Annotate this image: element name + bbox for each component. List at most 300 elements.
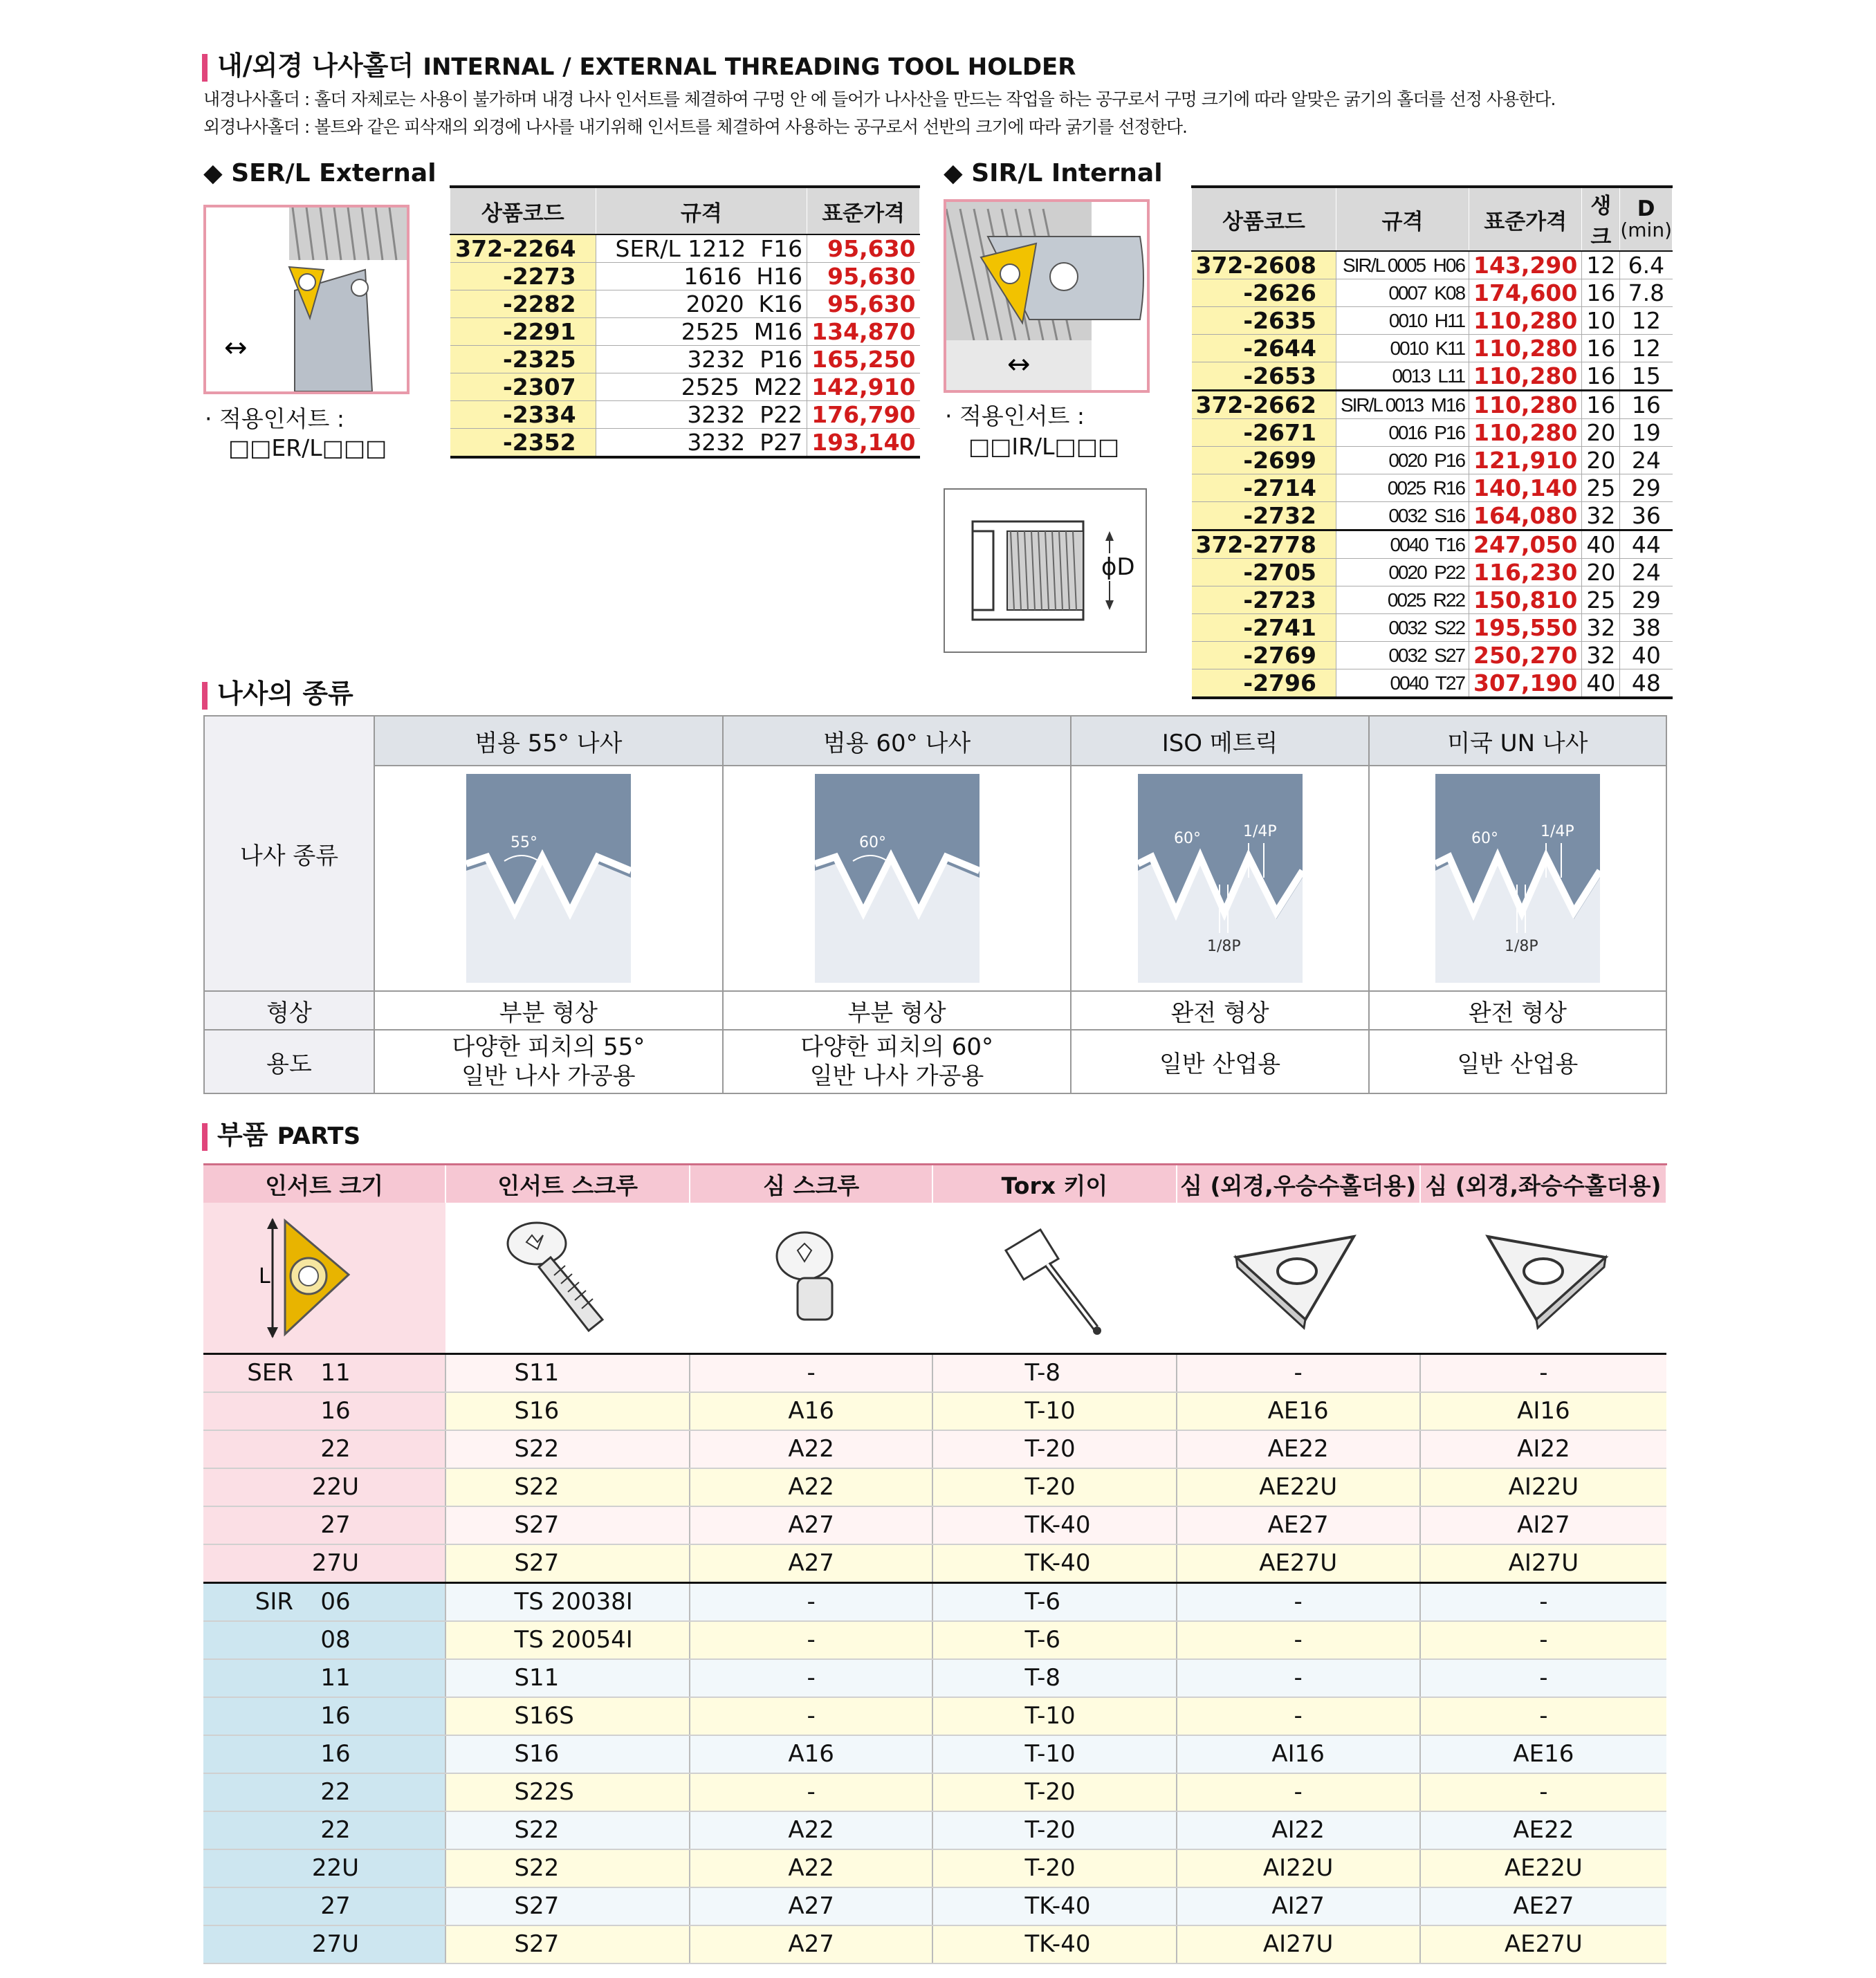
- shank: 16: [1582, 391, 1620, 419]
- parts-row: [203, 1849, 1666, 1887]
- thread-iso-image: [1071, 766, 1368, 991]
- shim-left: AI22: [1420, 1430, 1666, 1468]
- insert-screw: S22: [445, 1468, 689, 1506]
- shank: 25: [1582, 474, 1620, 502]
- product-code: -2796: [1192, 669, 1336, 699]
- d-min: 29: [1620, 586, 1673, 614]
- col-code: 상품코드: [1192, 187, 1336, 251]
- product-code: -2741: [1192, 614, 1336, 642]
- product-code: -2769: [1192, 642, 1336, 669]
- insert-size: [203, 1735, 445, 1773]
- col-insert-size: 인서트 크기: [203, 1165, 445, 1203]
- col-shim-screw: 심 스크루: [690, 1165, 933, 1203]
- size: 27: [320, 1511, 351, 1539]
- ser-price-table: [450, 185, 920, 459]
- shim-screw: A16: [690, 1735, 933, 1773]
- parts-row: [203, 1925, 1666, 1963]
- spec: 0040 T16: [1336, 530, 1469, 559]
- product-code: -2626: [1192, 279, 1336, 307]
- quarter-pitch-iso: 1/4P: [1242, 823, 1277, 840]
- shim-left: -: [1420, 1621, 1666, 1659]
- product-code: -2282: [450, 290, 596, 318]
- sir-row: [1192, 335, 1673, 362]
- shim-left: AE27: [1420, 1887, 1666, 1925]
- quarter-pitch-un: 1/4P: [1540, 823, 1574, 840]
- col-shank: 생크: [1582, 187, 1620, 251]
- shank: 32: [1582, 502, 1620, 530]
- shim-right: AI16: [1177, 1735, 1420, 1773]
- torx-key: TK-40: [932, 1544, 1176, 1583]
- ser-row: [450, 234, 920, 263]
- insert-size: [203, 1811, 445, 1849]
- size: 27U: [311, 1930, 360, 1958]
- shim-screw: A27: [690, 1925, 933, 1963]
- thread-profile-55: [466, 774, 631, 983]
- size: 22U: [311, 1854, 360, 1882]
- price: 174,600: [1469, 279, 1582, 307]
- shim-right: AE22: [1177, 1430, 1420, 1468]
- product-code: -2334: [450, 401, 596, 429]
- shim-left: AE22: [1420, 1811, 1666, 1849]
- ser-row: [450, 346, 920, 373]
- insert-screw: S22: [445, 1849, 689, 1887]
- size: 16: [320, 1702, 351, 1730]
- sir-row: [1192, 362, 1673, 391]
- parts-row: [203, 1659, 1666, 1697]
- parts-row: [203, 1887, 1666, 1925]
- spec: 0010 H11: [1336, 307, 1469, 335]
- angle-60: 60°: [858, 834, 886, 851]
- spec: 2525 M16: [596, 318, 807, 346]
- price: 134,870: [807, 318, 920, 346]
- shim-left: AE22U: [1420, 1849, 1666, 1887]
- insert-size: [203, 1430, 445, 1468]
- spec: 0010 K11: [1336, 335, 1469, 362]
- eighth-pitch-iso: 1/8P: [1206, 938, 1241, 955]
- product-code: -2644: [1192, 335, 1336, 362]
- col-torx-key: Torx 키이: [932, 1165, 1176, 1203]
- spec: 0016 P16: [1336, 419, 1469, 447]
- price: 116,230: [1469, 559, 1582, 586]
- size: 16: [320, 1397, 351, 1425]
- sir-row: [1192, 251, 1673, 279]
- shim-right: AI22: [1177, 1811, 1420, 1849]
- torx-key: T-10: [932, 1735, 1176, 1773]
- shim-right: -: [1177, 1773, 1420, 1811]
- spec: 3232 P22: [596, 401, 807, 429]
- insert-screw: S22S: [445, 1773, 689, 1811]
- torx-key: T-20: [932, 1849, 1176, 1887]
- size: 22: [320, 1816, 351, 1844]
- shank: 40: [1582, 530, 1620, 559]
- shank: 40: [1582, 669, 1620, 699]
- price: 142,910: [807, 373, 920, 401]
- d-min: 48: [1620, 669, 1673, 699]
- shim-left: AI27U: [1420, 1544, 1666, 1583]
- eighth-pitch-un: 1/8P: [1504, 938, 1538, 955]
- col-name-55: 범용 55° 나사: [374, 716, 723, 766]
- insert-size: [203, 1773, 445, 1811]
- size: 11: [320, 1359, 351, 1387]
- shim-screw: A22: [690, 1811, 933, 1849]
- price: 110,280: [1469, 419, 1582, 447]
- d-label: D: [1637, 196, 1655, 221]
- sir-row: [1192, 669, 1673, 699]
- use-55-line2: 일반 나사 가공용: [461, 1062, 636, 1090]
- d-min: 24: [1620, 447, 1673, 474]
- d-min: 19: [1620, 419, 1673, 447]
- parts-row: [203, 1697, 1666, 1735]
- col-shim-left: 심 (외경,좌승수홀더용): [1420, 1165, 1666, 1203]
- product-code: 372-2662: [1192, 391, 1336, 419]
- section-marker: [202, 1123, 208, 1151]
- description-internal: 내경나사홀더 : 홀더 자체로는 사용이 불가하며 내경 나사 인서트를 체결하여 구멍 안 에 들어가 나사산을 만드는 작업을 하는 공구로서 구멍 크기에 따라 알맞은 굵기의 홀더를 선정 사용한다.: [203, 89, 1556, 109]
- sir-row: [1192, 391, 1673, 419]
- sir-insert-code: □□IR/L□□□: [968, 433, 1120, 460]
- sir-holder-image: [944, 199, 1150, 393]
- d-min: 7.8: [1620, 279, 1673, 307]
- torx-key-image-cell: [932, 1203, 1176, 1353]
- size: 11: [320, 1664, 351, 1692]
- shank: 20: [1582, 447, 1620, 474]
- d-min: 6.4: [1620, 251, 1673, 279]
- torx-key: T-10: [932, 1697, 1176, 1735]
- shank: 32: [1582, 614, 1620, 642]
- shim-right: AE22U: [1177, 1468, 1420, 1506]
- col-insert-screw: 인서트 스크루: [445, 1165, 689, 1203]
- sir-row: [1192, 614, 1673, 642]
- holder-type: SER: [247, 1359, 293, 1387]
- product-code: -2723: [1192, 586, 1336, 614]
- ser-row: [450, 290, 920, 318]
- torx-key: T-8: [932, 1353, 1176, 1392]
- shim-right: -: [1177, 1582, 1420, 1621]
- parts-row: [203, 1506, 1666, 1544]
- shim-screw: A22: [690, 1468, 933, 1506]
- torx-key: TK-40: [932, 1506, 1176, 1544]
- ser-row: [450, 429, 920, 458]
- shim-left: -: [1420, 1697, 1666, 1735]
- product-code: -2653: [1192, 362, 1336, 391]
- torx-key: T-20: [932, 1811, 1176, 1849]
- shim-right: -: [1177, 1697, 1420, 1735]
- shim-left: AE27U: [1420, 1925, 1666, 1963]
- shank: 25: [1582, 586, 1620, 614]
- col-spec: 규격: [596, 187, 807, 234]
- price: 110,280: [1469, 391, 1582, 419]
- sir-row: [1192, 307, 1673, 335]
- insert-drawing: [245, 1212, 383, 1344]
- insert-screw: S11: [445, 1659, 689, 1697]
- insert-screw: S16: [445, 1392, 689, 1430]
- torx-key: T-6: [932, 1621, 1176, 1659]
- insert-screw: S11: [445, 1353, 689, 1392]
- spec: 3232 P27: [596, 429, 807, 458]
- product-code: 372-2264: [450, 234, 596, 263]
- price: 143,290: [1469, 251, 1582, 279]
- product-code: -2699: [1192, 447, 1336, 474]
- angle-iso: 60°: [1173, 830, 1201, 847]
- torx-key: T-20: [932, 1430, 1176, 1468]
- product-code: -2291: [450, 318, 596, 346]
- insert-screw: S16S: [445, 1697, 689, 1735]
- insert-size: [203, 1659, 445, 1697]
- insert-size: [203, 1887, 445, 1925]
- price: 193,140: [807, 429, 920, 458]
- insert-screw: S27: [445, 1925, 689, 1963]
- spec: 0020 P22: [1336, 559, 1469, 586]
- parts-row: [203, 1544, 1666, 1583]
- ser-row: [450, 373, 920, 401]
- shape-un: 완전 형상: [1369, 991, 1666, 1030]
- use-55-line1: 다양한 피치의 55°: [452, 1033, 645, 1061]
- spec: 0013 L11: [1336, 362, 1469, 391]
- shim-right-image-cell: [1177, 1203, 1420, 1353]
- label-thread-type: 나사 종류: [204, 716, 374, 991]
- angle-55: 55°: [510, 834, 537, 851]
- col-dmin: [1620, 187, 1673, 251]
- shim-right: -: [1177, 1353, 1420, 1392]
- parts-row: [203, 1735, 1666, 1773]
- sir-row: [1192, 586, 1673, 614]
- insert-screw: S27: [445, 1887, 689, 1925]
- spec: 0025 R22: [1336, 586, 1469, 614]
- ser-insert-label: · 적용인서트 :: [205, 405, 344, 432]
- spec: 1616 H16: [596, 263, 807, 290]
- insert-screw: TS 20054I: [445, 1621, 689, 1659]
- angle-un: 60°: [1471, 830, 1498, 847]
- use-iso: 일반 산업용: [1071, 1030, 1368, 1093]
- product-code: -2307: [450, 373, 596, 401]
- col-price: 표준가격: [807, 187, 920, 234]
- parts-row: [203, 1430, 1666, 1468]
- parts-title-en: PARTS: [277, 1122, 361, 1150]
- ser-holder-image: [203, 205, 410, 394]
- shim-left-image-cell: [1420, 1203, 1666, 1353]
- shape-iso: 완전 형상: [1071, 991, 1368, 1030]
- sir-row: [1192, 559, 1673, 586]
- insert-size: [203, 1506, 445, 1544]
- product-code: 372-2778: [1192, 530, 1336, 559]
- insert-size: [203, 1849, 445, 1887]
- shank: 32: [1582, 642, 1620, 669]
- shim-left: AE16: [1420, 1735, 1666, 1773]
- insert-size: [203, 1925, 445, 1963]
- shank: 16: [1582, 279, 1620, 307]
- spec: 0020 P16: [1336, 447, 1469, 474]
- thread-un-image: [1369, 766, 1666, 991]
- label-shape: 형상: [204, 991, 374, 1030]
- d-min: 12: [1620, 307, 1673, 335]
- insert-screw: S27: [445, 1544, 689, 1583]
- ser-holder-drawing: [206, 207, 407, 391]
- price: 110,280: [1469, 362, 1582, 391]
- shim-screw: -: [690, 1773, 933, 1811]
- shim-screw: A16: [690, 1392, 933, 1430]
- sir-row: [1192, 279, 1673, 307]
- price: 110,280: [1469, 307, 1582, 335]
- torx-key: TK-40: [932, 1887, 1176, 1925]
- sir-row: [1192, 474, 1673, 502]
- torx-key: T-20: [932, 1468, 1176, 1506]
- col-spec: 규격: [1336, 187, 1469, 251]
- svg-text:↔: ↔: [1007, 349, 1031, 380]
- spec: 0007 K08: [1336, 279, 1469, 307]
- use-55: [374, 1030, 723, 1093]
- thread-profile-iso: [1138, 774, 1303, 983]
- bore-diameter-diagram: [944, 488, 1147, 653]
- torx-key: T-10: [932, 1392, 1176, 1430]
- insert-screw-drawing: [499, 1209, 637, 1340]
- col-shim-right: 심 (외경,우승수홀더용): [1177, 1165, 1420, 1203]
- description-external: 외경나사홀더 : 볼트와 같은 피삭재의 외경에 나사를 내기위해 인서트를 체결하여 사용하는 공구로서 선반의 크기에 따라 굵기를 선정한다.: [203, 117, 1187, 137]
- shim-left: AI22U: [1420, 1468, 1666, 1506]
- size: 06: [320, 1588, 351, 1616]
- shim-screw: A27: [690, 1544, 933, 1583]
- title-ko: 내/외경 나사홀더: [217, 50, 414, 81]
- product-code: -2325: [450, 346, 596, 373]
- insert-screw: S22: [445, 1811, 689, 1849]
- d-min: 36: [1620, 502, 1673, 530]
- torx-key: TK-40: [932, 1925, 1176, 1963]
- product-code: -2635: [1192, 307, 1336, 335]
- parts-row: [203, 1353, 1666, 1392]
- shim-left-drawing: [1474, 1216, 1612, 1333]
- parts-title: [202, 1113, 360, 1152]
- ser-title: ◆ SER/L External: [203, 159, 436, 187]
- spec: SER/L 1212 F16: [596, 234, 807, 263]
- shim-right: AI22U: [1177, 1849, 1420, 1887]
- spec: 0032 S27: [1336, 642, 1469, 669]
- d-min: 44: [1620, 530, 1673, 559]
- price: 164,080: [1469, 502, 1582, 530]
- price: 307,190: [1469, 669, 1582, 699]
- torx-key: T-8: [932, 1659, 1176, 1697]
- spec: 3232 P16: [596, 346, 807, 373]
- ser-row: [450, 263, 920, 290]
- price: 150,810: [1469, 586, 1582, 614]
- insert-size: [203, 1621, 445, 1659]
- thread-profile-60: [815, 774, 980, 983]
- size: 27: [320, 1892, 351, 1920]
- price: 247,050: [1469, 530, 1582, 559]
- ser-row: [450, 318, 920, 346]
- d-min: 16: [1620, 391, 1673, 419]
- thread-60-image: [723, 766, 1072, 991]
- shank: 20: [1582, 419, 1620, 447]
- size: 08: [320, 1626, 351, 1654]
- shim-screw: -: [690, 1353, 933, 1392]
- spec: 0040 T27: [1336, 669, 1469, 699]
- col-name-iso: ISO 메트릭: [1071, 716, 1368, 766]
- size: 22: [320, 1435, 351, 1463]
- section-marker: [202, 682, 208, 710]
- d-min: 38: [1620, 614, 1673, 642]
- title-en: INTERNAL / EXTERNAL THREADING TOOL HOLDER: [423, 53, 1076, 81]
- product-code: -2732: [1192, 502, 1336, 530]
- price: 95,630: [807, 234, 920, 263]
- insert-size: [203, 1697, 445, 1735]
- col-name-un: 미국 UN 나사: [1369, 716, 1666, 766]
- sir-row: [1192, 642, 1673, 669]
- shank: 16: [1582, 362, 1620, 391]
- shim-left: -: [1420, 1773, 1666, 1811]
- product-code: -2705: [1192, 559, 1336, 586]
- parts-row: [203, 1392, 1666, 1430]
- product-code: -2714: [1192, 474, 1336, 502]
- shim-right: AE27U: [1177, 1544, 1420, 1583]
- insert-size: [203, 1544, 445, 1583]
- thread-types-title: [202, 672, 353, 710]
- shim-screw: -: [690, 1659, 933, 1697]
- insert-size: [203, 1353, 445, 1392]
- parts-row: [203, 1811, 1666, 1849]
- price: 250,270: [1469, 642, 1582, 669]
- spec: SIR/L 0005 H06: [1336, 251, 1469, 279]
- thread-types-title-text: 나사의 종류: [217, 678, 353, 709]
- shim-screw: -: [690, 1697, 933, 1735]
- col-code: 상품코드: [450, 187, 596, 234]
- shim-right: AE27: [1177, 1506, 1420, 1544]
- insert-size: [203, 1468, 445, 1506]
- shim-screw-image-cell: [690, 1203, 933, 1353]
- spec: 0032 S16: [1336, 502, 1469, 530]
- product-code: -2273: [450, 263, 596, 290]
- size: 16: [320, 1740, 351, 1768]
- shank: 20: [1582, 559, 1620, 586]
- use-60-line1: 다양한 피치의 60°: [800, 1033, 994, 1061]
- col-price: 표준가격: [1469, 187, 1582, 251]
- shim-right: -: [1177, 1659, 1420, 1697]
- thread-types-table: [203, 715, 1667, 1094]
- shape-60: 부분 형상: [723, 991, 1072, 1030]
- label-use: 용도: [204, 1030, 374, 1093]
- d-min: 24: [1620, 559, 1673, 586]
- size: 22: [320, 1778, 351, 1806]
- price: 165,250: [807, 346, 920, 373]
- shim-left: AI27: [1420, 1506, 1666, 1544]
- price: 110,280: [1469, 335, 1582, 362]
- spec: 2525 M22: [596, 373, 807, 401]
- parts-row: [203, 1582, 1666, 1621]
- thread-55-image: [374, 766, 723, 991]
- ser-row: [450, 401, 920, 429]
- product-code: -2671: [1192, 419, 1336, 447]
- page-title: [202, 44, 1076, 82]
- price: 176,790: [807, 401, 920, 429]
- parts-row: [203, 1468, 1666, 1506]
- shim-screw: A27: [690, 1887, 933, 1925]
- insert-size: [203, 1392, 445, 1430]
- shim-right: AI27: [1177, 1887, 1420, 1925]
- sir-price-table: [1191, 185, 1673, 699]
- spec: 0032 S22: [1336, 614, 1469, 642]
- spec: SIR/L 0013 M16: [1336, 391, 1469, 419]
- parts-row: [203, 1621, 1666, 1659]
- holder-type: SIR: [255, 1588, 293, 1616]
- shim-right: AE16: [1177, 1392, 1420, 1430]
- insert-length-label: L: [259, 1264, 270, 1288]
- shim-right: AI27U: [1177, 1925, 1420, 1963]
- torx-key-drawing: [992, 1209, 1116, 1340]
- insert-screw: S22: [445, 1430, 689, 1468]
- sir-title: ◆ SIR/L Internal: [944, 159, 1163, 187]
- price: 95,630: [807, 263, 920, 290]
- screw-image-cell: [445, 1203, 689, 1353]
- shim-left: -: [1420, 1353, 1666, 1392]
- d-min: 12: [1620, 335, 1673, 362]
- shim-screw: -: [690, 1621, 933, 1659]
